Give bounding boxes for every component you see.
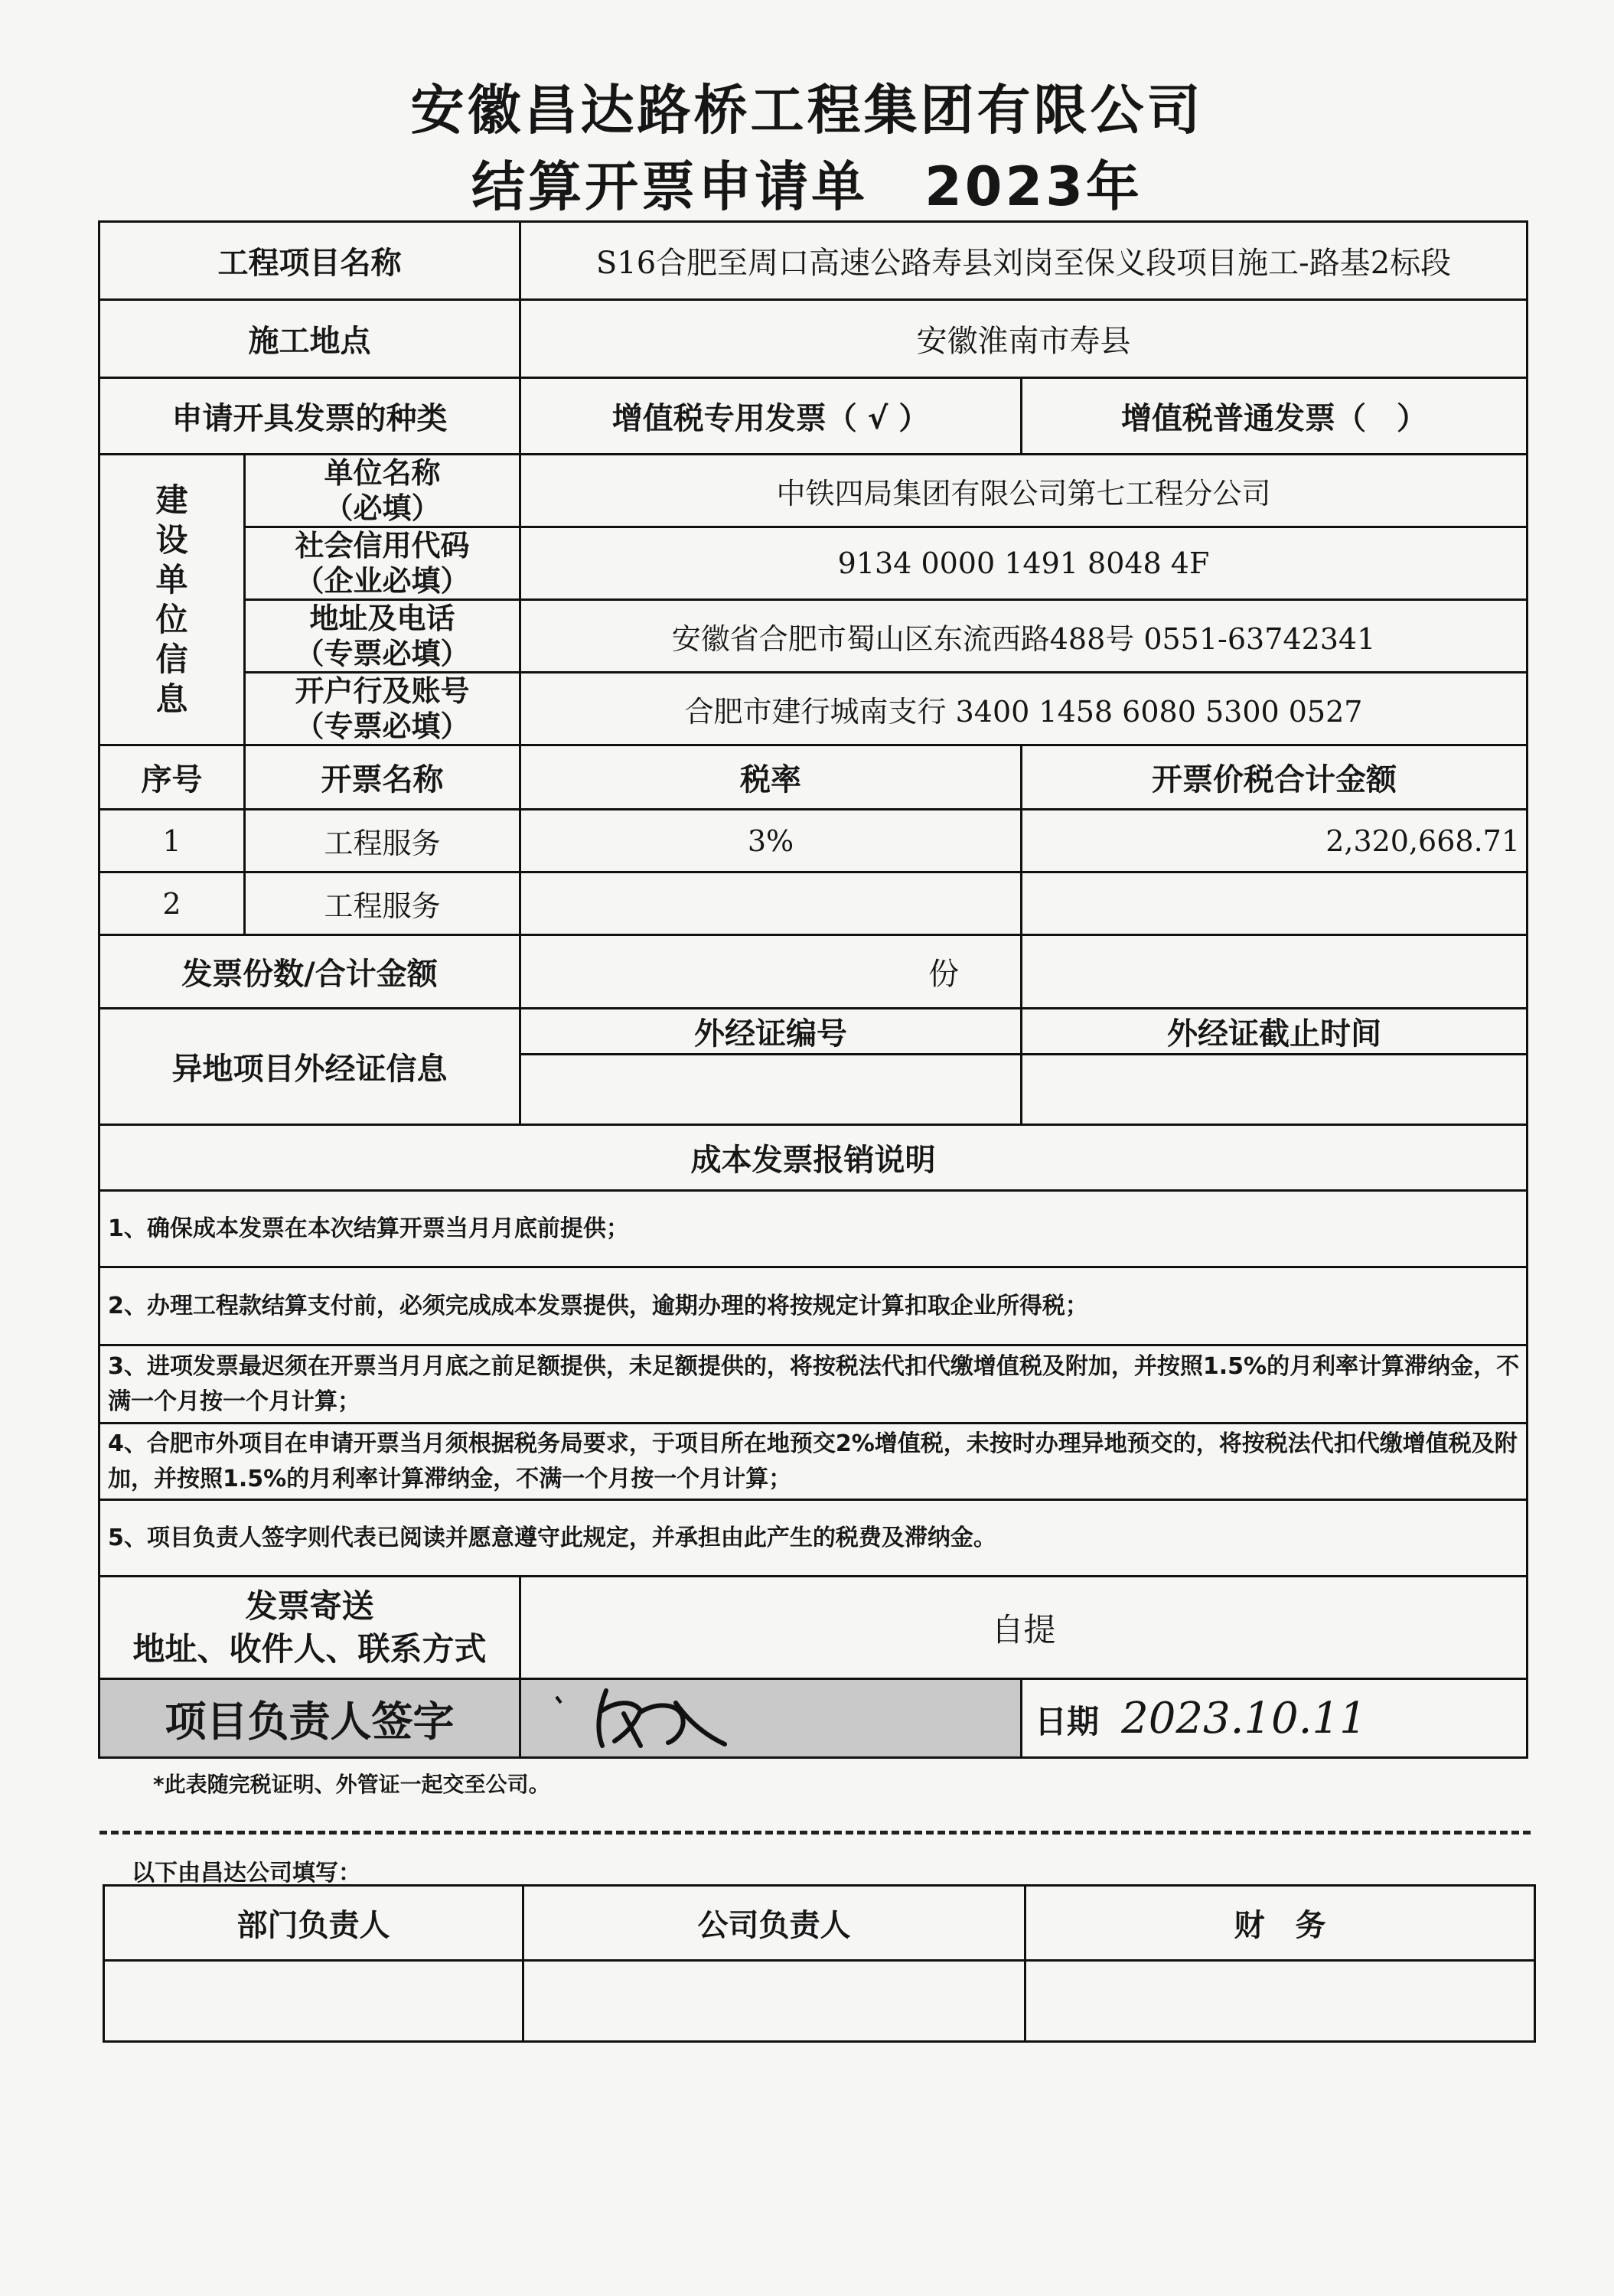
copies-unit: 份 (520, 935, 1022, 1009)
item-no: 1 (99, 810, 245, 872)
table-row (99, 872, 1528, 935)
credit-code-label: 社会信用代码 （企业必填） (245, 527, 520, 600)
item-name: 工程服务 (245, 810, 520, 872)
note-line: 3、进项发票最迟须在开票当月月底之前足额提供，未足额提供的，将按税法代扣代缴增值税及附加，并按照1.5%的月利率计算滞纳金，不满一个月按一个月计算； (99, 1345, 1528, 1424)
item-no: 2 (99, 872, 245, 935)
vat-special-invoice-option: 增值税专用发票（ √ ） (520, 378, 1022, 455)
address-phone-value: 安徽省合肥市蜀山区东流西路488号 0551-63742341 (520, 600, 1528, 673)
address-phone-label: 地址及电话 （专票必填） (245, 600, 520, 673)
finance-sign-cell (1025, 1961, 1535, 2042)
finance-header: 财 务 (1025, 1886, 1535, 1961)
dept-head-sign-cell (104, 1961, 523, 2042)
date-cell (1022, 1679, 1528, 1758)
unit-name-value: 中铁四局集团有限公司第七工程分公司 (520, 455, 1528, 527)
form-title: 结算开票申请单 2023年 (471, 155, 1143, 218)
credit-code-value: 9134 0000 1491 8048 4F (520, 527, 1528, 600)
vat-normal-invoice-option: 增值税普通发票（ ） (1022, 378, 1528, 455)
item-name: 工程服务 (245, 872, 520, 935)
item-amount: 2,320,668.71 (1022, 810, 1528, 872)
item-rate: 3% (520, 810, 1022, 872)
table-row (99, 810, 1528, 872)
company-fill-label: 以下由昌达公司填写： (132, 1860, 361, 1887)
notes-title: 成本发票报销说明 (99, 1125, 1528, 1191)
total-amount-cell (1022, 935, 1528, 1009)
item-amount (1022, 872, 1528, 935)
items-header-no: 序号 (99, 745, 245, 810)
project-name-label: 工程项目名称 (99, 222, 520, 300)
note-line: 4、合肥市外项目在申请开票当月须根据税务局要求，于项目所在地预交2%增值税，未按时办理异地预交的，将按税法代扣代缴增值税及附加，并按照1.5%的月利率计算滞纳金，不满一个月按一个月计算； (99, 1424, 1528, 1500)
dept-head-header: 部门负责人 (104, 1886, 523, 1961)
site-value: 安徽淮南市寿县 (520, 300, 1528, 378)
project-leader-signature-label: 项目负责人签字 (99, 1679, 520, 1758)
note-line: 2、办理工程款结算支付前，必须完成成本发票提供，逾期办理的将按规定计算扣取企业所得税； (99, 1267, 1528, 1345)
outside-license-no-header: 外经证编号 (520, 1009, 1022, 1055)
date-label: 日期 (1035, 1702, 1100, 1740)
bank-account-value: 合肥市建行城南支行 3400 1458 6080 5300 0527 (520, 673, 1528, 745)
date-value: 2023.10.11 (1121, 1693, 1367, 1743)
application-table (98, 220, 1528, 1759)
project-name-value: S16合肥至周口高速公路寿县刘岗至保义段项目施工-路基2标段 (520, 222, 1528, 300)
note-line: 1、确保成本发票在本次结算开票当月月底前提供； (99, 1191, 1528, 1267)
invoice-type-label: 申请开具发票的种类 (99, 378, 520, 455)
site-label: 施工地点 (99, 300, 520, 378)
cut-line (99, 1831, 1531, 1835)
builder-info-group-label: 建 设 单 位 信 息 (99, 455, 245, 745)
handwritten-signature-icon (526, 1680, 1016, 1753)
company-head-header: 公司负责人 (523, 1886, 1025, 1961)
project-leader-signature (520, 1679, 1022, 1758)
total-label: 发票份数/合计金额 (99, 935, 520, 1009)
bank-account-label: 开户行及账号 （专票必填） (245, 673, 520, 745)
company-head-sign-cell (523, 1961, 1025, 2042)
item-rate (520, 872, 1022, 935)
items-header-amount: 开票价税合计金额 (1022, 745, 1528, 810)
outside-license-deadline-cell (1022, 1055, 1528, 1125)
outside-license-deadline-header: 外经证截止时间 (1022, 1009, 1528, 1055)
footnote: *此表随完税证明、外管证一起交至公司。 (153, 1772, 550, 1797)
unit-name-label: 单位名称 （必填） (245, 455, 520, 527)
items-header-rate: 税率 (520, 745, 1022, 810)
approval-table (103, 1884, 1536, 2043)
outside-license-label: 异地项目外经证信息 (99, 1009, 520, 1125)
delivery-label: 发票寄送 地址、收件人、联系方式 (99, 1577, 520, 1679)
company-name: 安徽昌达路桥工程集团有限公司 (410, 79, 1204, 142)
items-header-name: 开票名称 (245, 745, 520, 810)
delivery-value: 自提 (520, 1577, 1528, 1679)
outside-license-no-cell (520, 1055, 1022, 1125)
note-line: 5、项目负责人签字则代表已阅读并愿意遵守此规定，并承担由此产生的税费及滞纳金。 (99, 1500, 1528, 1577)
